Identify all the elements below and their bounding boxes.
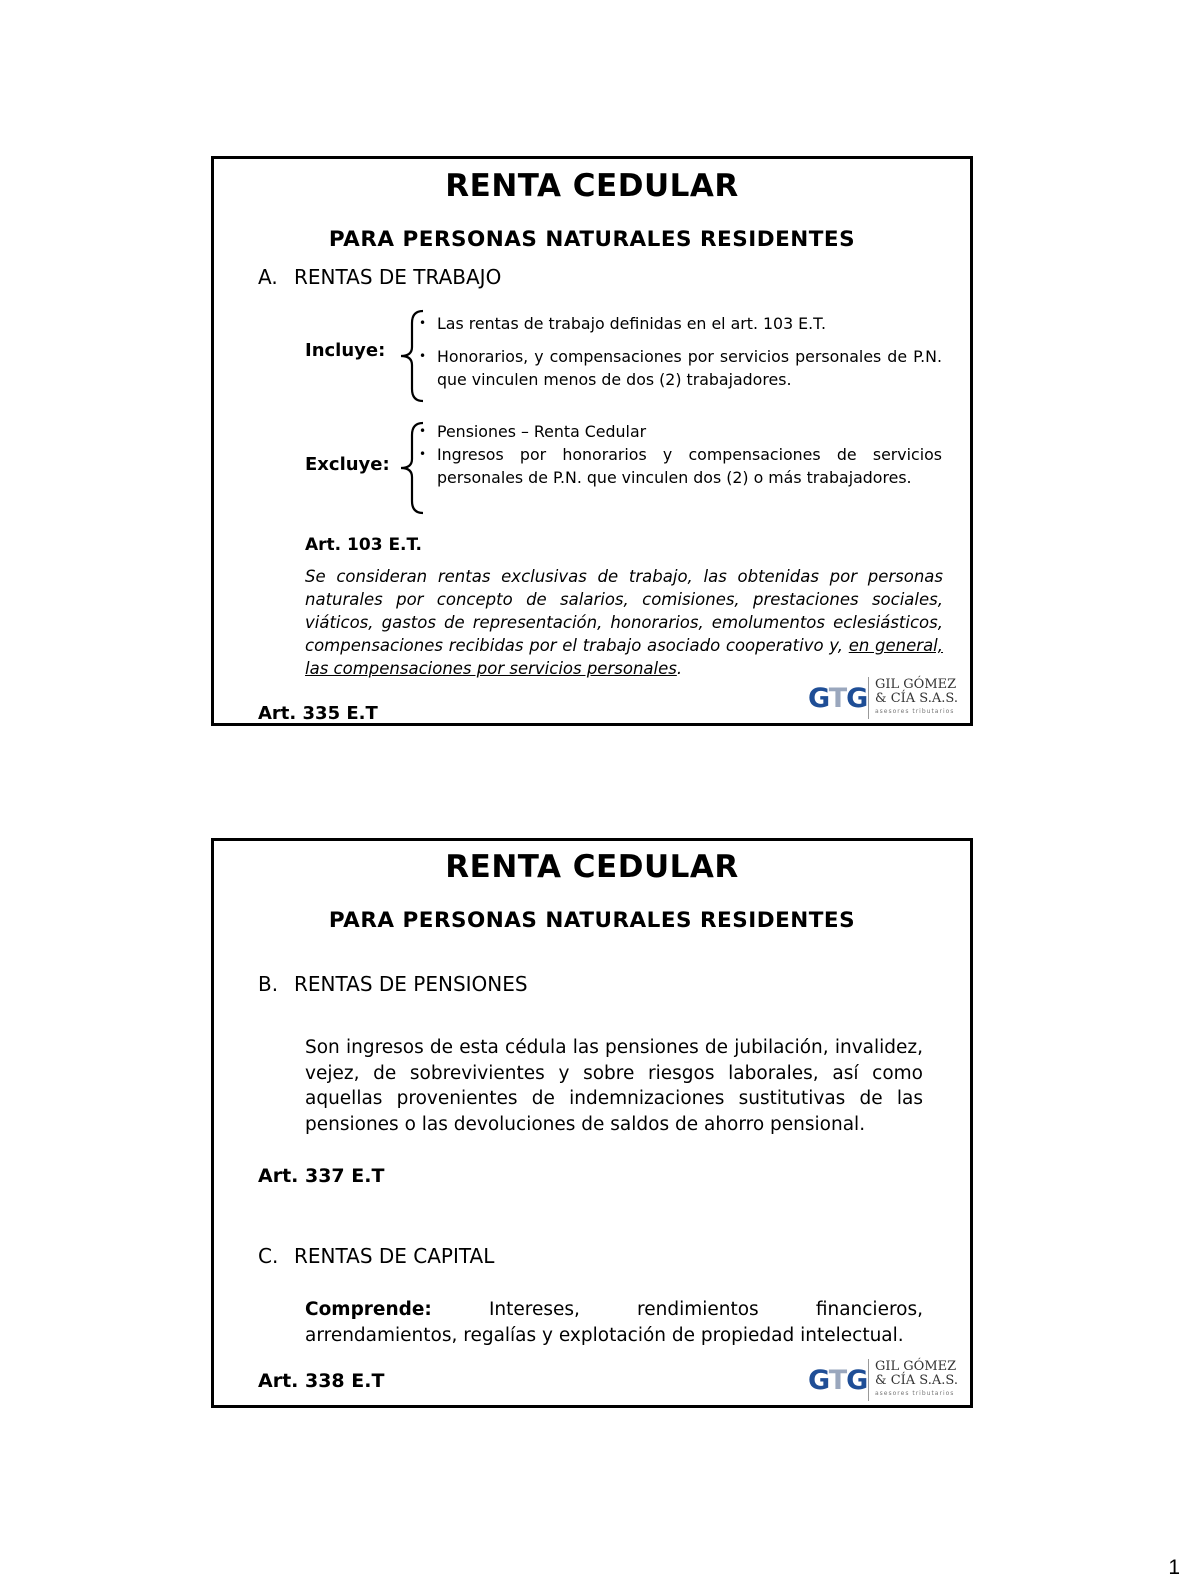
section-title: RENTAS DE CAPITAL xyxy=(294,1244,495,1268)
art-text: Se consideran rentas exclusivas de trabajo, las obtenidas por personas naturales por concepto de salarios, comisiones, prestaciones sociales, viáticos, gastos de representación, honorarios, emolumentos eclesiásticos, compensaciones recibidas por el trabajo asociado cooperativo y, xyxy=(305,567,943,655)
logo-tagline: asesores tributarios xyxy=(875,708,955,715)
section-heading-c xyxy=(258,1244,494,1268)
slide-title: RENTA CEDULAR xyxy=(445,849,739,885)
list-item: • Honorarios, y compensaciones por servicios personales de P.N. que vinculen menos de dos (2) trabajadores. xyxy=(437,345,942,391)
incluye-label: Incluye: xyxy=(305,340,386,361)
slide-renta-pensiones-capital xyxy=(211,838,973,1408)
section-heading-a xyxy=(258,265,501,289)
section-letter: B. xyxy=(258,972,279,996)
comprende-label: Comprende: xyxy=(305,1299,432,1320)
section-letter: C. xyxy=(258,1244,279,1268)
slide-renta-trabajo xyxy=(211,156,973,726)
section-title: RENTAS DE TRABAJO xyxy=(294,265,502,289)
logo-name: GIL GÓMEZ & CÍA S.A.S. xyxy=(875,677,958,706)
logo-name: GIL GÓMEZ & CÍA S.A.S. xyxy=(875,1359,958,1388)
logo-divider xyxy=(868,677,869,719)
incluye-list xyxy=(437,312,942,391)
section-title: RENTAS DE PENSIONES xyxy=(294,972,528,996)
list-item: • Ingresos por honorarios y compensaciones de servicios personales de P.N. que vinculen dos (2) o más trabajadores. xyxy=(437,443,942,489)
section-c-text xyxy=(305,1297,923,1349)
logo-divider xyxy=(868,1359,869,1401)
company-logo xyxy=(808,1359,968,1403)
footer-art: Art. 335 E.T xyxy=(258,703,378,724)
logo-tagline: asesores tributarios xyxy=(875,1390,955,1397)
list-item: • Las rentas de trabajo definidas en el art. 103 E.T. xyxy=(437,312,942,335)
art-103-heading: Art. 103 E.T. xyxy=(305,535,422,555)
section-b-text: Son ingresos de esta cédula las pensiones de jubilación, invalidez, vejez, de sobrevivientes y sobre riesgos laborales, así como aquellas provenientes de indemnizaciones sustitutivas de las pensiones o las devoluciones de saldos de ahorro pensional. xyxy=(305,1037,923,1135)
section-heading-b xyxy=(258,972,528,996)
section-c-body: Intereses, rendimientos financieros, arrendamientos, regalías y explotación de propiedad intelectual. xyxy=(305,1299,923,1346)
section-letter: A. xyxy=(258,265,278,289)
list-item: • Pensiones – Renta Cedular xyxy=(437,420,942,443)
section-c-art: Art. 338 E.T xyxy=(258,1370,385,1392)
company-logo xyxy=(808,677,968,721)
slide-subtitle: PARA PERSONAS NATURALES RESIDENTES xyxy=(328,908,856,933)
art-text-end: . xyxy=(676,659,683,678)
art-103-text xyxy=(305,565,943,680)
page-number: 1 xyxy=(1168,1556,1180,1579)
section-b-art: Art. 337 E.T xyxy=(258,1165,385,1187)
slide-subtitle: PARA PERSONAS NATURALES RESIDENTES xyxy=(328,227,856,252)
art-text-underlined: en general, las compensaciones por servicios personales xyxy=(305,636,944,678)
excluye-list xyxy=(437,420,942,489)
logo-mark: GTG xyxy=(808,1365,868,1396)
slide-title: RENTA CEDULAR xyxy=(445,168,739,204)
logo-mark: GTG xyxy=(808,683,868,714)
excluye-label: Excluye: xyxy=(305,454,390,475)
